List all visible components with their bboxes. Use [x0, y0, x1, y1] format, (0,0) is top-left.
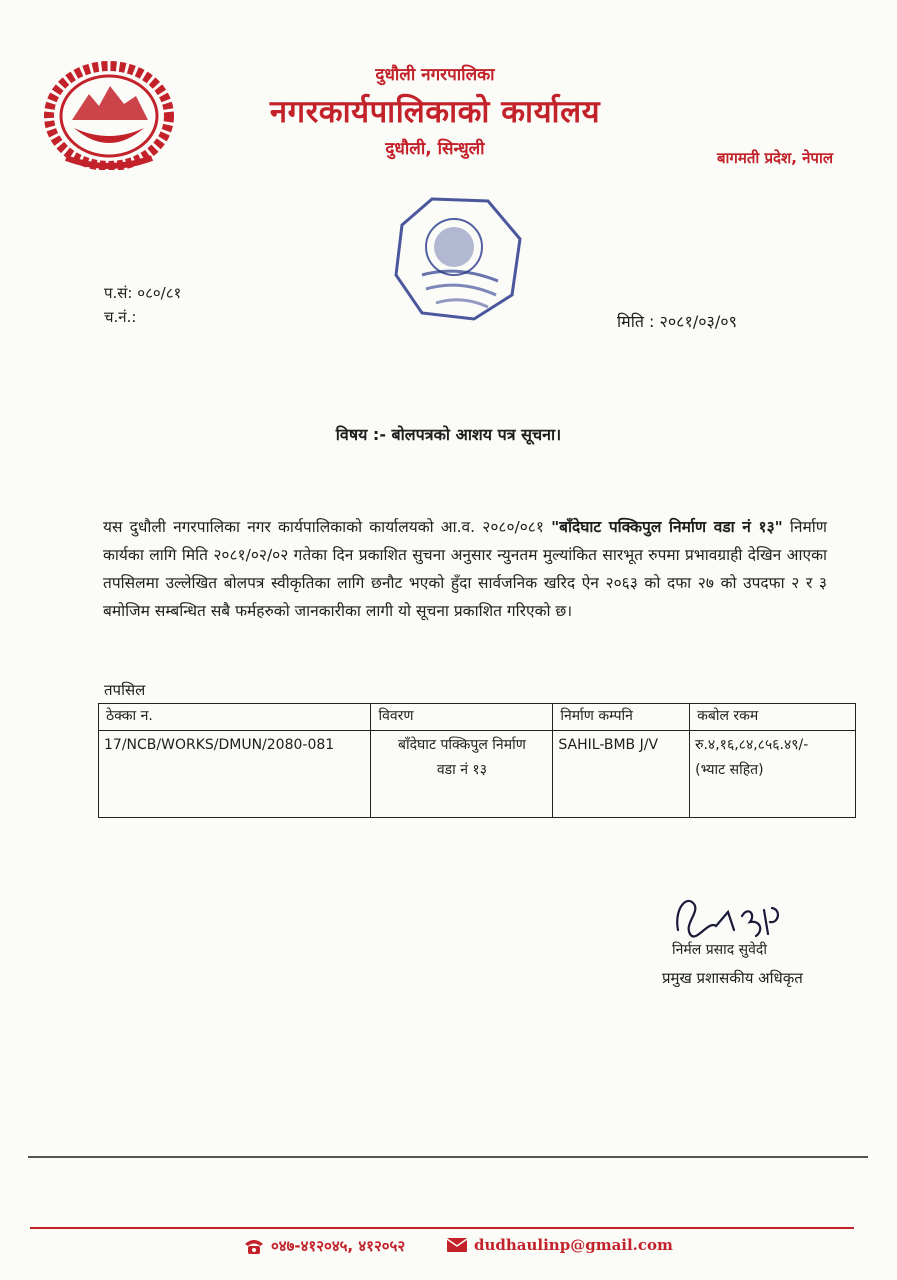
body-part1: यस दुधौली नगरपालिका नगर कार्यपालिकाको कार्यालयको आ.व. २०८०/०८१ [103, 518, 552, 536]
amount-note: (भ्याट सहित) [695, 762, 764, 778]
date-label: मिति : [617, 312, 655, 331]
footer-phone [243, 1236, 405, 1256]
col-contract-no: ठेक्का न. [99, 704, 371, 731]
ref-cn-label: च.नं.: [104, 308, 137, 326]
cell-contract-no: 17/NCB/WORKS/DMUN/2080-081 [99, 731, 371, 818]
ref-ps-value: ०८०/८१ [137, 284, 182, 302]
col-description: विवरण [371, 704, 553, 731]
amount-value: रु.४,१६,८४,८५६.४९/- [695, 737, 809, 753]
description-line1: बाँदेघाट पक्किपुल निर्माण [397, 737, 526, 753]
phone-numbers: ०४७-४१२०४५, ४१२०५२ [271, 1237, 406, 1255]
signatory-name: निर्मल प्रसाद सुवेदी [672, 942, 767, 958]
bid-table [98, 703, 856, 818]
cell-amount [690, 731, 856, 818]
official-stamp [392, 195, 524, 323]
province-label: बागमती प्रदेश, नेपाल [716, 149, 834, 167]
body-part2: निर्माण कार्यका लागि मिति २०८१/०२/०२ गतेका दिन प्रकाशित सुचना अनुसार न्युनतम मुल्यांकित सारभूत रुपमा प्रभावग्राही देखिन आएका तपसिलमा उल्लेखित बोलपत्र स्वीकृतिका लागि छनौट भएको हुँदा सार्वजनिक खरिद ऐन २०६३ को दफा २७ को उपदफा २ र ३ बमोजिम सम्बन्धित सबै फर्महरुको जानकारीका लागी यो सूचना प्रकाशित गरिएको छ। [103, 518, 828, 620]
cell-company: SAHIL-BMB J/V [553, 731, 690, 818]
table-row [99, 731, 856, 818]
project-name: "बाँदेघाट पक्किपुल निर्माण वडा नं १३" [551, 518, 783, 536]
date-value: २०८१/०३/०९ [659, 312, 737, 331]
divider-line [28, 1156, 868, 1158]
details-label: तपसिल [104, 681, 146, 699]
email-address[interactable]: dudhaulinp@gmail.com [474, 1236, 673, 1254]
footer-divider [30, 1227, 854, 1229]
ref-ps-label: प.सं: [104, 284, 133, 302]
municipality-name: दुधौली नगरपालिका [375, 65, 495, 85]
notice-subject: विषय :- बोलपत्रको आशय पत्र सूचना। [335, 425, 562, 444]
office-location: दुधौली, सिन्धुली [385, 139, 485, 159]
phone-icon [243, 1237, 265, 1255]
nepal-emblem-logo [44, 58, 174, 170]
footer-email [446, 1236, 673, 1254]
dispatch-number [104, 307, 136, 327]
cell-description [371, 731, 553, 818]
col-amount: कबोल रकम [690, 704, 856, 731]
office-title: नगरकार्यपालिकाको कार्यालय [269, 94, 601, 130]
description-line2: वडा नं १३ [436, 762, 487, 778]
notice-body [103, 513, 827, 625]
col-company: निर्माण कम्पनि [553, 704, 690, 731]
signatory-title: प्रमुख प्रशासकीय अधिकृत [662, 969, 803, 987]
email-icon [446, 1237, 468, 1253]
letter-date [617, 310, 737, 332]
table-header-row [99, 704, 856, 731]
reference-number [104, 283, 181, 303]
